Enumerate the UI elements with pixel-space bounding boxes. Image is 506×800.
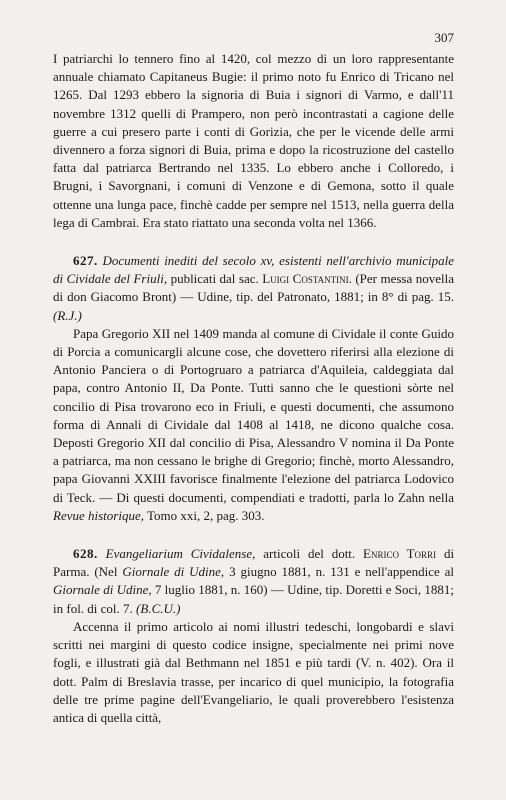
- entry-627-journal: Revue historique,: [53, 507, 144, 523]
- entry-627-reviewer: (R.J.): [53, 307, 82, 323]
- entry-627-number: 627.: [73, 253, 98, 269]
- entry-628-articoli-by: articoli del dott.: [263, 546, 356, 562]
- entry-628-number: 628.: [73, 546, 98, 562]
- entry-628-body: Accenna il primo articolo ai nomi illustri tedeschi, longobardi e slavi scritti nei margini di questo codice insigne, specialmente nei primi nove fogli, e illustrati già dal Bethmann nel 1851 e più tardi (V. n. 402). Ora il dott. Palm di Breslavia trasse, per incarico di quel municipio, la fotografia delle tre prime pagine dell'Evangeliario, le quali proverebbero l'esistenza antica di quella città,: [53, 618, 454, 725]
- entry-628-author: Enrico Torri: [363, 546, 437, 562]
- entry-627-author: Luigi Costantini.: [262, 271, 352, 287]
- entry-628-title: Evangeliarium Cividalense,: [105, 546, 256, 562]
- entry-628-giornale-1: Giornale di Udine,: [122, 564, 225, 580]
- entry-628-giornale-2: Giornale di Udine,: [53, 582, 152, 598]
- entry-627-body-end: Tomo xxi, 2, pag. 303.: [147, 507, 265, 523]
- entry-628-details-c: 7 luglio 1881, n. 160) — Udine, tip. Doretti e Soci, 1881; in fol. di col. 7.: [53, 582, 454, 616]
- entry-627-title: Documenti inediti del secolo xv, esistenti nell'archivio municipale di Cividale del Friuli,: [53, 253, 454, 287]
- entry-628-details-b: 3 giugno 1881, n. 131 e nell'appendice al: [229, 564, 455, 580]
- intro-paragraph: I patriarchi lo tennero fino al 1420, col mezzo di un loro rappresentante annuale chiamato Capitaneus Bugie: il primo noto fu Enrico di Tricano nel 1265. Dal 1293 ebbero la signoria di Buia i signori di Varmo, e dall'11 novembre 1312 quelli di Prampero, non però incontrastati a cagione delle guerre a cui presero parte i conti di Gorizia, che per le vicende delle armi divennero a forza signori di Buia, prima e dopo la ricostruzione del castello fatta dal patriarca Bertrando nel 1335. Lo ebbero anche i Colloredo, i Brugni, i Savorgnani, i comuni di Venzone e di Gemona, sotto il quale ottenne una lunga pace, finchè cadde per sempre nel 1513, nella guerra della lega di Cambrai. Era stato riattato una seconda volta nel 1366.: [53, 51, 454, 230]
- entry-627-body-start: Papa Gregorio XII nel 1409 manda al comune di Cividale il conte Guido di Porcia a comunicargli alcune cose, che dovettero riferirsi alla elezione di Antonio Panciera o di Portogruaro a patriarca d'Aquileia, caldeggiata dal papa, contro Antonio II, Da Ponte. Tutti sanno che le questioni sòrte nel concilio di Pisa trovarono eco in Friuli, e questi documenti, che assumono forma di Annali di Cividale dal 1408 al 1418, ne dicono qualche cosa. Deposti Gregorio XII dal concilio di Pisa, Alessandro V nomina il Da Ponte a patriarca, ma non cessano le brighe di Gregorio; finchè, morto Alessandro, papa Giovanni XXIII favorisce finalmente l'elezione del patriarca Lodovico di Teck. — Di questi documenti, compendiati e tradotti, parla lo Zahn nella: [53, 325, 454, 505]
- entry-627-body: [53, 325, 454, 525]
- entry-628-heading: [53, 545, 454, 618]
- entry-627-heading: [53, 252, 454, 325]
- entry-627-details: (Per messa novella di don Giacomo Bront) — Udine, tip. del Patronato, 1881; in 8° di pag. 15.: [53, 271, 454, 305]
- entry-628-details-a: di Parma. (Nel: [53, 546, 455, 580]
- entry-628-reviewer: (B.C.U.): [136, 600, 181, 616]
- entry-627-published-by: publicati dal sac.: [170, 271, 259, 287]
- page-number: 307: [434, 30, 454, 45]
- page-text: [53, 50, 454, 727]
